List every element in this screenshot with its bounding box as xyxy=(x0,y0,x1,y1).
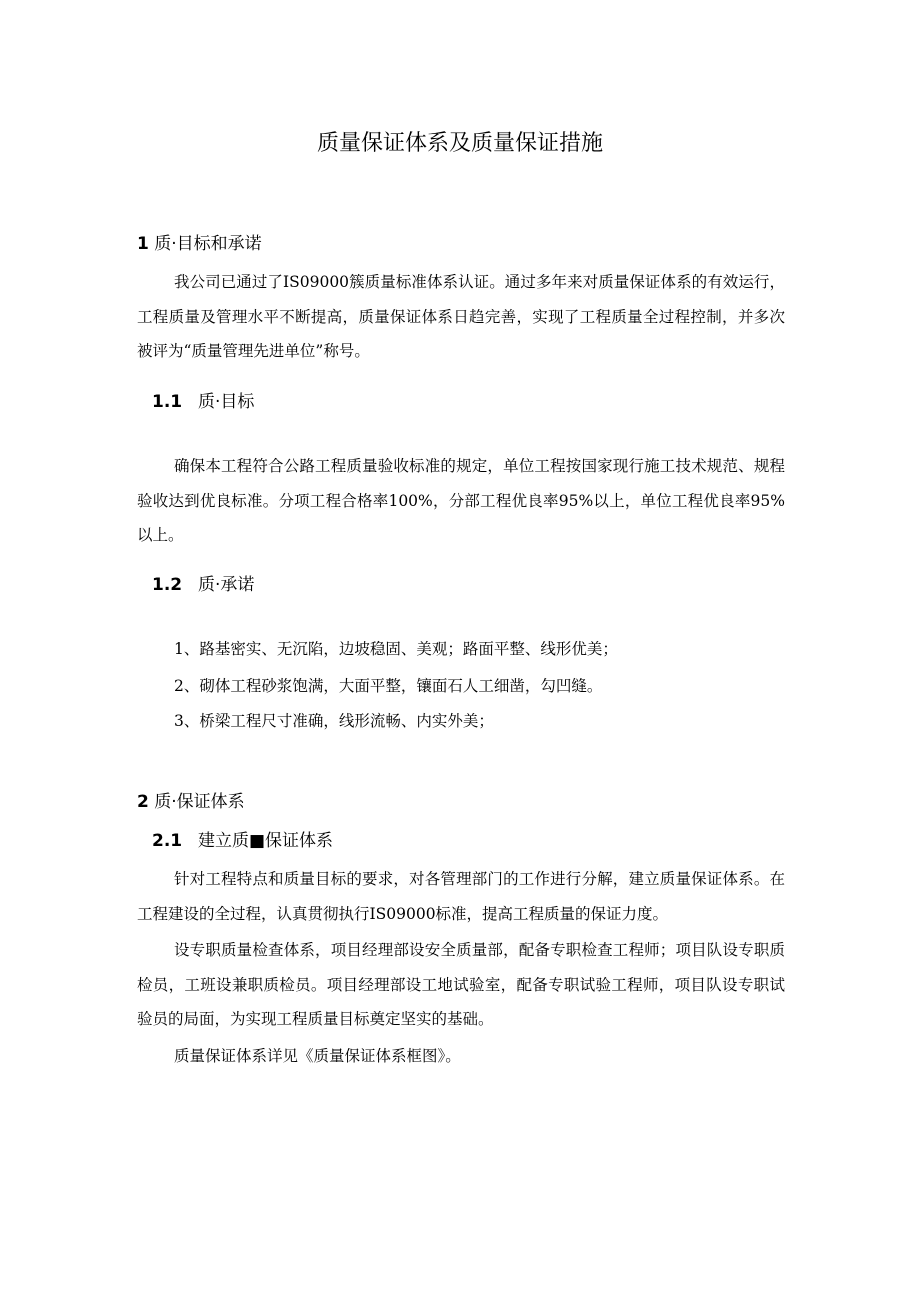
subsection-1-1-heading xyxy=(152,390,254,414)
section-1-intro: 我公司已通过了IS09000簇质量标准体系认证。通过多年来对质量保证体系的有效运行，工程质量及管理水平不断提高，质量保证体系日趋完善，实现了工程质量全过程控制，并多次被评为“质量管理先进单位”称号。 xyxy=(137,273,785,360)
subsection-2-1-heading xyxy=(152,829,333,853)
section-2-title: 质·保证体系 xyxy=(154,792,245,812)
commitment-item-3: 3、桥梁工程尺寸准确，线形流畅、内实外美； xyxy=(174,712,494,730)
subsection-2-1-para-3: 质量保证体系详见《质量保证体系框图》。 xyxy=(174,1047,461,1065)
subsection-1-2-number: 1.2 xyxy=(152,575,183,595)
subsection-1-1-body: 确保本工程符合公路工程质量验收标准的规定，单位工程按国家现行施工技术规范、规程验收达到优良标准。分项工程合格率100%，分部工程优良率95%以上，单位工程优良率95%以上。 xyxy=(137,457,785,544)
section-1-heading xyxy=(137,232,262,256)
commitment-item-1: 1、路基密实、无沉陷，边坡稳固、美观；路面平整、线形优美； xyxy=(174,640,618,658)
section-1-title: 质·目标和承诺 xyxy=(154,234,262,254)
subsection-1-1-number: 1.1 xyxy=(152,392,183,412)
subsection-2-1-number: 2.1 xyxy=(152,831,183,851)
subsection-1-2-heading xyxy=(152,573,254,597)
subsection-2-1-title: 建立质■保证体系 xyxy=(198,831,334,851)
section-1-number: 1 xyxy=(137,234,149,254)
subsection-2-1-para-1: 针对工程特点和质量目标的要求，对各管理部门的工作进行分解，建立质量保证体系。在工程建设的全过程，认真贯彻执行IS09000标准，提高工程质量的保证力度。 xyxy=(137,870,785,923)
subsection-2-1-para-2: 设专职质量检查体系，项目经理部设安全质量部，配备专职检查工程师；项目队设专职质检员，工班设兼职质检员。项目经理部设工地试验室，配备专职试验工程师，项目队设专职试验员的局面，为实现工程质量目标奠定坚实的基础。 xyxy=(137,941,785,1028)
commitment-item-2: 2、砌体工程砂浆饱满，大面平整，镶面石人工细凿，勾凹缝。 xyxy=(174,677,603,695)
subsection-1-1-title: 质·目标 xyxy=(198,392,255,412)
section-2-number: 2 xyxy=(137,792,149,812)
page-title: 质量保证体系及质量保证措施 xyxy=(316,131,603,156)
section-2-heading xyxy=(137,790,245,814)
subsection-1-2-title: 质·承诺 xyxy=(198,575,255,595)
